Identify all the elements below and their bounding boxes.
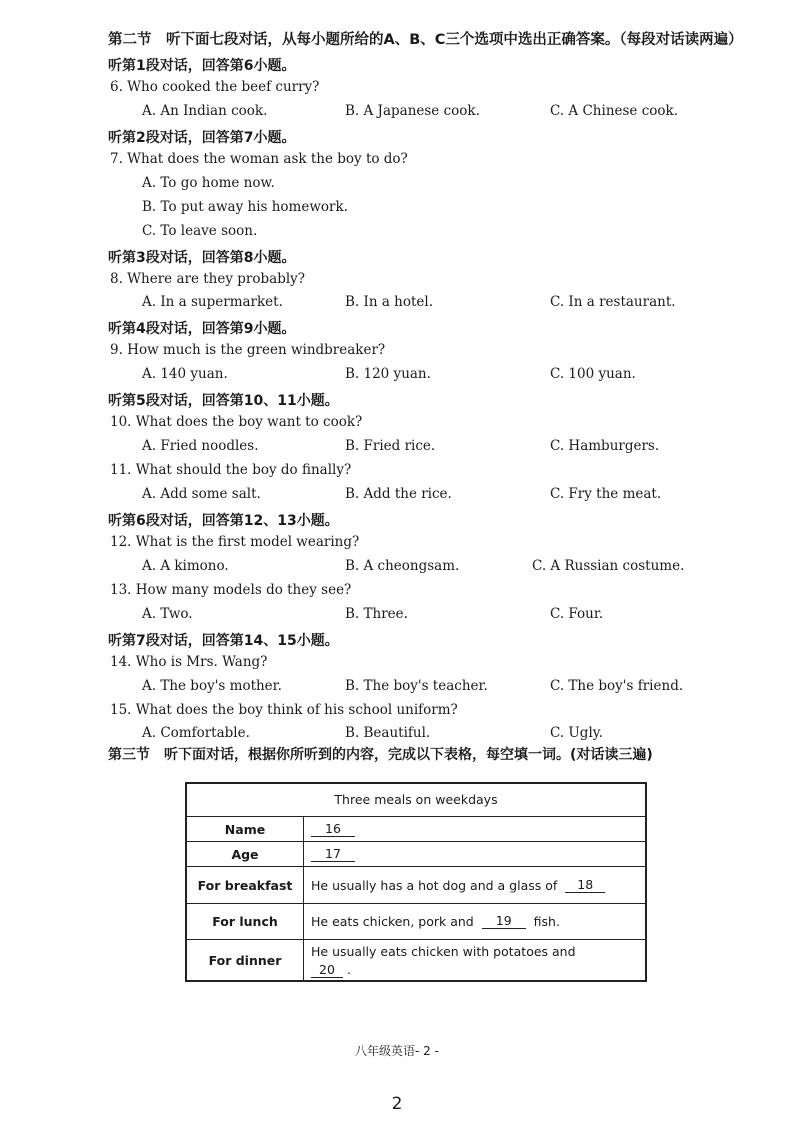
- dialog-header: 听第2段对话，回答第7小题。: [108, 130, 296, 146]
- section3-title-line: [0, 744, 794, 768]
- option-c: C. To leave soon.: [142, 223, 258, 239]
- question-text: 15. What does the boy think of his school uniform?: [110, 702, 458, 718]
- option-a: A. To go home now.: [142, 175, 275, 191]
- answer-blank: 20: [311, 963, 343, 978]
- option-a: A. Two.: [142, 606, 193, 622]
- option-b: B. 120 yuan.: [345, 366, 431, 382]
- table-row: [187, 904, 645, 940]
- row-text-post: .: [346, 962, 351, 977]
- dialog-header: 听第5段对话，回答第10、11小题。: [108, 393, 339, 409]
- question-text: 14. Who is Mrs. Wang?: [110, 654, 268, 670]
- option-b: B. To put away his homework.: [142, 199, 348, 215]
- option-c: C. A Chinese cook.: [550, 103, 678, 119]
- table-row: [187, 940, 645, 980]
- row-text-pre: He eats chicken, pork and: [311, 914, 474, 929]
- question-text: 10. What does the boy want to cook?: [110, 414, 363, 430]
- row-label: Age: [187, 842, 304, 866]
- section2-title-line: [0, 28, 794, 52]
- dialog-header: 听第1段对话，回答第6小题。: [108, 58, 296, 74]
- option-b: B. Fried rice.: [345, 438, 436, 454]
- option-c: C. Ugly.: [550, 725, 603, 741]
- section2-title: 第二节 听下面七段对话，从每小题所给的A、B、C三个选项中选出正确答案。（每段对话读两遍）: [108, 32, 743, 48]
- dialog-header: 听第3段对话，回答第8小题。: [108, 250, 296, 266]
- question-text: 13. How many models do they see?: [110, 582, 352, 598]
- question-text: 7. What does the woman ask the boy to do?: [110, 151, 408, 167]
- dialog-header: 听第4段对话，回答第9小题。: [108, 321, 296, 337]
- option-c: C. Fry the meat.: [550, 486, 662, 502]
- option-c: C. A Russian costume.: [532, 558, 685, 574]
- option-b: B. Add the rice.: [345, 486, 452, 502]
- row-text-pre: He usually eats chicken with potatoes and: [311, 944, 576, 959]
- option-c: C. Hamburgers.: [550, 438, 660, 454]
- option-b: B. A cheongsam.: [345, 558, 460, 574]
- option-a: A. Fried noodles.: [142, 438, 259, 454]
- option-c: C. 100 yuan.: [550, 366, 636, 382]
- question-text: 9. How much is the green windbreaker?: [110, 342, 386, 358]
- dialog-header: 听第7段对话，回答第14、15小题。: [108, 633, 339, 649]
- row-label: For dinner: [187, 940, 304, 980]
- table-caption: Three meals on weekdays: [187, 784, 645, 817]
- answer-blank: 17: [311, 847, 355, 862]
- option-b: B. A Japanese cook.: [345, 103, 480, 119]
- option-a: A. An Indian cook.: [142, 103, 268, 119]
- row-label: For breakfast: [187, 867, 304, 903]
- page-number: 2: [391, 1094, 403, 1114]
- option-b: B. Beautiful.: [345, 725, 431, 741]
- option-a: A. A kimono.: [142, 558, 229, 574]
- table-row: [187, 842, 645, 867]
- question-text: 11. What should the boy do finally?: [110, 462, 352, 478]
- option-b: B. In a hotel.: [345, 294, 434, 310]
- row-text-pre: He usually has a hot dog and a glass of: [311, 877, 558, 893]
- option-b: B. Three.: [345, 606, 408, 622]
- footer-label: 八年级英语- 2 -: [355, 1044, 439, 1058]
- row-label: For lunch: [187, 904, 304, 939]
- table-row: [187, 817, 645, 842]
- option-c: C. Four.: [550, 606, 604, 622]
- option-c: C. The boy's friend.: [550, 678, 684, 694]
- answer-blank: 16: [311, 822, 355, 837]
- question-text: 12. What is the first model wearing?: [110, 534, 360, 550]
- meals-table: [185, 782, 647, 982]
- question-text: 8. Where are they probably?: [110, 271, 306, 287]
- option-c: C. In a restaurant.: [550, 294, 676, 310]
- row-label: Name: [187, 817, 304, 841]
- option-a: A. The boy's mother.: [142, 678, 282, 694]
- option-a: A. Comfortable.: [142, 725, 250, 741]
- option-a: A. In a supermarket.: [142, 294, 283, 310]
- option-a: A. 140 yuan.: [142, 366, 228, 382]
- option-b: B. The boy's teacher.: [345, 678, 488, 694]
- option-a: A. Add some salt.: [142, 486, 261, 502]
- section3-title: 第三节 听下面对话，根据你所听到的内容，完成以下表格，每空填一词。(对话读三遍): [108, 747, 653, 763]
- table-row: [187, 867, 645, 904]
- row-text-post: fish.: [533, 914, 560, 929]
- answer-blank: 18: [565, 878, 605, 893]
- dialog-header: 听第6段对话，回答第12、13小题。: [108, 513, 339, 529]
- answer-blank: 19: [482, 914, 526, 929]
- question-text: 6. Who cooked the beef curry?: [110, 79, 320, 95]
